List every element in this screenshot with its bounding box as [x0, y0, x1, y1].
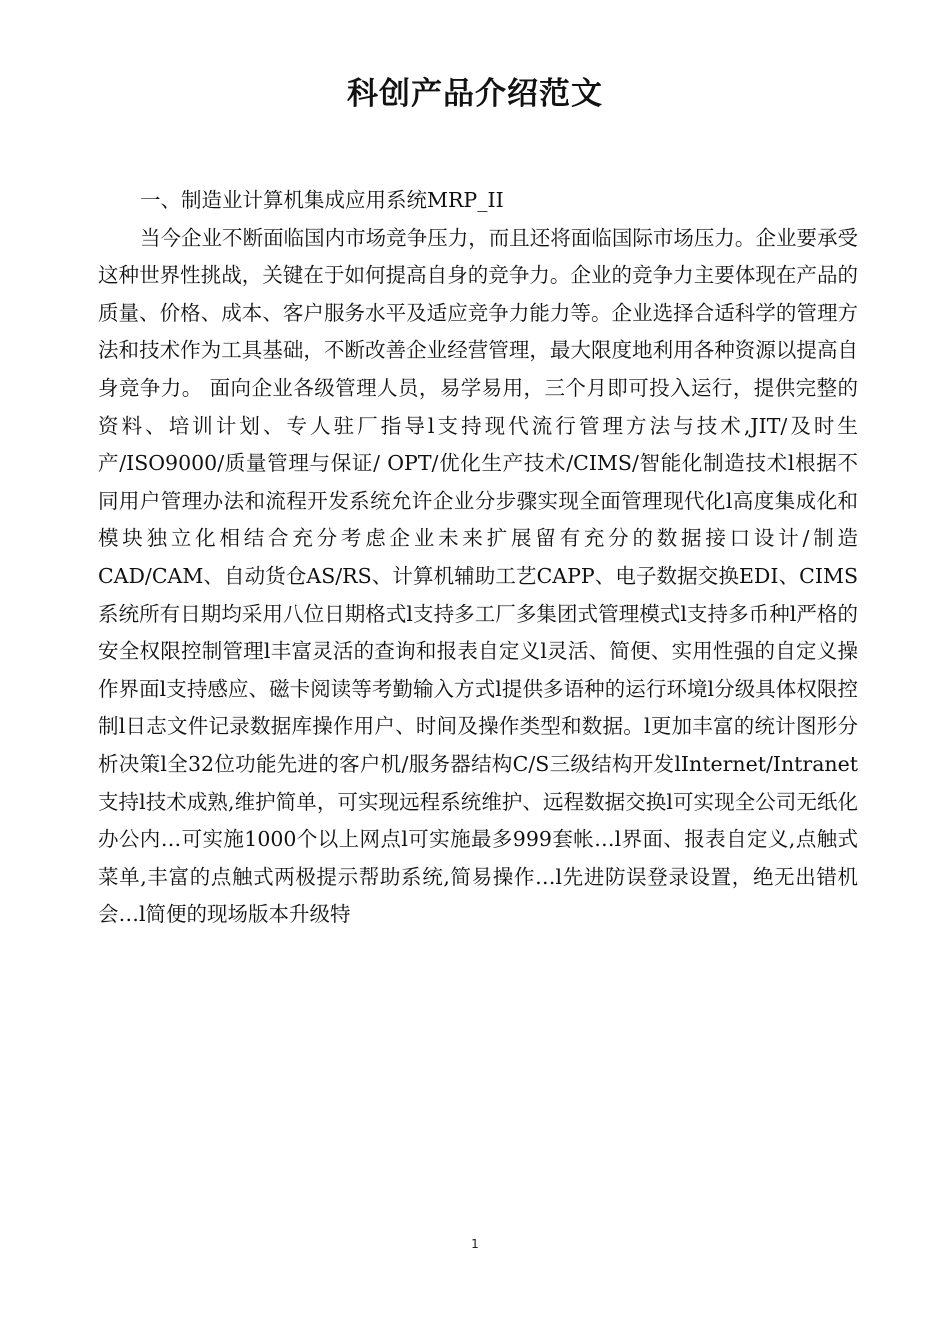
document-body [98, 182, 858, 934]
body-paragraph: 当今企业不断面临国内市场竞争压力，而且还将面临国际市场压力。企业要承受这种世界性挑战，关键在于如何提高自身的竞争力。企业的竞争力主要体现在产品的质量、价格、成本、客户服务水平及适应竞争力能力等。企业选择合适科学的管理方法和技术作为工具基础，不断改善企业经营管理，最大限度地利用各种资源以提高自身竞争力。 面向企业各级管理人员，易学易用，三个月即可投入运行，提供完整的资料、培训计划、专人驻厂指导l支持现代流行管理方法与技术,JIT/及时生产/ISO9000/质量管理与保证/ OPT/优化生产技术/CIMS/智能化制造技术l根据不同用户管理办法和流程开发系统允许企业分步骤实现全面管理现代化l高度集成化和模块独立化相结合充分考虑企业未来扩展留有充分的数据接口设计/制造CAD/CAM、自动货仓AS/RS、计算机辅助工艺CAPP、电子数据交换EDI、CIMS系统所有日期均采用八位日期格式l支持多工厂多集团式管理模式l支持多币种l严格的安全权限控制管理l丰富灵活的查询和报表自定义l灵活、简便、实用性强的自定义操作界面l支持感应、磁卡阅读等考勤输入方式l提供多语种的运行环境l分级具体权限控制l日志文件记录数据库操作用户、时间及操作类型和数据。l更加丰富的统计图形分析决策l全32位功能先进的客户机/服务器结构C/S三级结构开发lInternet/Intranet支持l技术成熟,维护简单，可实现远程系统维护、远程数据交换l可实现全公司无纸化办公内…可实施1000个以上网点l可实施最多999套帐…l界面、报表自定义,点触式菜单,丰富的点触式两极提示帮助系统,简易操作…l先进防误登录设置，绝无出错机会…l简便的现场版本升级特 [98, 225, 858, 927]
page-number: 1 [471, 1237, 479, 1251]
page-title: 科创产品介绍范文 [347, 76, 603, 112]
section-heading: 一、制造业计算机集成应用系统MRP_II [140, 188, 504, 212]
